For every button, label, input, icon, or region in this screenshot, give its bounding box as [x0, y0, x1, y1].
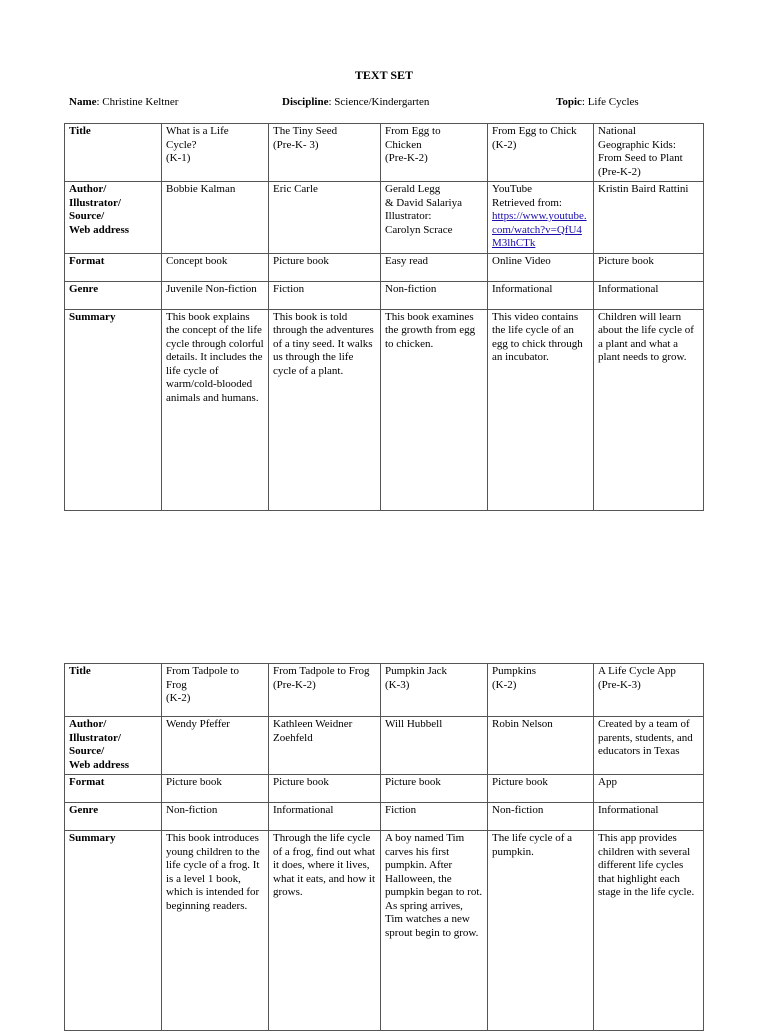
book-format: Easy read: [381, 253, 488, 281]
book-format: Picture book: [269, 775, 381, 803]
book-author: Created by a team of parents, students, and educators in Texas: [594, 717, 704, 775]
book-format: Concept book: [162, 253, 269, 281]
row-label-genre: Genre: [65, 281, 162, 309]
discipline-label: Discipline: [282, 96, 329, 108]
book-genre: Non-fiction: [488, 803, 594, 831]
book-title: National Geographic Kids: From Seed to Plant (Pre-K-2): [594, 124, 704, 182]
topic-value: : Life Cycles: [581, 96, 639, 108]
author-row: [65, 717, 704, 775]
text-set-table-1: [64, 123, 704, 511]
book-author: Eric Carle: [269, 182, 381, 254]
book-title: From Tadpole to Frog (K-2): [162, 664, 269, 717]
book-genre: Informational: [488, 281, 594, 309]
book-title: Pumpkin Jack (K-3): [381, 664, 488, 717]
text-set-table-2: [64, 663, 704, 1031]
row-label-author: Author/ Illustrator/ Source/ Web address: [65, 182, 162, 254]
row-label-format: Format: [65, 775, 162, 803]
book-summary: This book examines the growth from egg to chicken.: [381, 309, 488, 510]
book-summary: The life cycle of a pumpkin.: [488, 831, 594, 1031]
book-summary: A boy named Tim carves his first pumpkin. After Halloween, the pumpkin began to rot. As spring arrives, Tim watches a new sprout begin to grow.: [381, 831, 488, 1031]
video-link[interactable]: https://www.youtube.com/watch?v=QfU4M3lhCTk: [492, 210, 587, 249]
row-label-genre: Genre: [65, 803, 162, 831]
book-summary: This book is told through the adventures of a tiny seed. It walks us through the life cycle of a plant.: [269, 309, 381, 510]
title-row: [65, 664, 704, 717]
book-title: What is a Life Cycle? (K-1): [162, 124, 269, 182]
row-label-format: Format: [65, 253, 162, 281]
row-label-title: Title: [65, 664, 162, 717]
book-genre: Fiction: [381, 803, 488, 831]
book-summary: This video contains the life cycle of an egg to chick through an incubator.: [488, 309, 594, 510]
name-value: : Christine Keltner: [96, 96, 179, 108]
book-format: Online Video: [488, 253, 594, 281]
book-format: Picture book: [162, 775, 269, 803]
book-title: From Egg to Chick (K-2): [488, 124, 594, 182]
discipline-field: [282, 96, 429, 108]
book-title: The Tiny Seed (Pre-K- 3): [269, 124, 381, 182]
name-field: [69, 96, 178, 108]
book-author: Will Hubbell: [381, 717, 488, 775]
book-summary: This app provides children with several different life cycles that highlight each stage in the life cycle.: [594, 831, 704, 1031]
book-author: Wendy Pfeffer: [162, 717, 269, 775]
book-genre: Informational: [269, 803, 381, 831]
book-genre: Informational: [594, 281, 704, 309]
book-genre: Fiction: [269, 281, 381, 309]
discipline-value: : Science/Kindergarten: [328, 96, 430, 108]
book-author: YouTube Retrieved from:: [492, 183, 562, 209]
book-author: Kristin Baird Rattini: [594, 182, 704, 254]
book-summary: This book introduces young children to the life cycle of a frog. It is a level 1 book, which is intended for beginning readers.: [162, 831, 269, 1031]
genre-row: [65, 281, 704, 309]
book-summary: Through the life cycle of a frog, find out what it does, where it lives, what it eats, and how it grows.: [269, 831, 381, 1031]
row-label-author: Author/ Illustrator/ Source/ Web address: [65, 717, 162, 775]
book-title: From Tadpole to Frog (Pre-K-2): [269, 664, 381, 717]
row-label-summary: Summary: [65, 831, 162, 1031]
format-row: [65, 253, 704, 281]
title-row: [65, 124, 704, 182]
book-format: Picture book: [381, 775, 488, 803]
topic-label: Topic: [556, 96, 582, 108]
book-summary: Children will learn about the life cycle of a plant and what a plant needs to grow.: [594, 309, 704, 510]
book-format: App: [594, 775, 704, 803]
genre-row: [65, 803, 704, 831]
book-genre: Non-fiction: [162, 803, 269, 831]
book-author: Bobbie Kalman: [162, 182, 269, 254]
row-label-title: Title: [65, 124, 162, 182]
book-genre: Informational: [594, 803, 704, 831]
row-label-summary: Summary: [65, 309, 162, 510]
book-author: Kathleen Weidner Zoehfeld: [269, 717, 381, 775]
book-title: From Egg to Chicken (Pre-K-2): [381, 124, 488, 182]
book-title: Pumpkins (K-2): [488, 664, 594, 717]
summary-row: [65, 309, 704, 510]
book-genre: Non-fiction: [381, 281, 488, 309]
book-genre: Juvenile Non-fiction: [162, 281, 269, 309]
doc-title: TEXT SET: [354, 68, 414, 82]
book-format: Picture book: [269, 253, 381, 281]
book-author: Robin Nelson: [488, 717, 594, 775]
name-label: Name: [69, 96, 97, 108]
book-summary: This book explains the concept of the life cycle through colorful details. It includes the life cycle of warm/cold-blooded animals and humans.: [162, 309, 269, 510]
book-format: Picture book: [488, 775, 594, 803]
book-title: A Life Cycle App (Pre-K-3): [594, 664, 704, 717]
summary-row: [65, 831, 704, 1031]
book-author-cell: [488, 182, 594, 254]
format-row: [65, 775, 704, 803]
topic-field: [556, 96, 639, 108]
book-format: Picture book: [594, 253, 704, 281]
author-row: [65, 182, 704, 254]
book-author: Gerald Legg & David Salariya Illustrator: Carolyn Scrace: [381, 182, 488, 254]
